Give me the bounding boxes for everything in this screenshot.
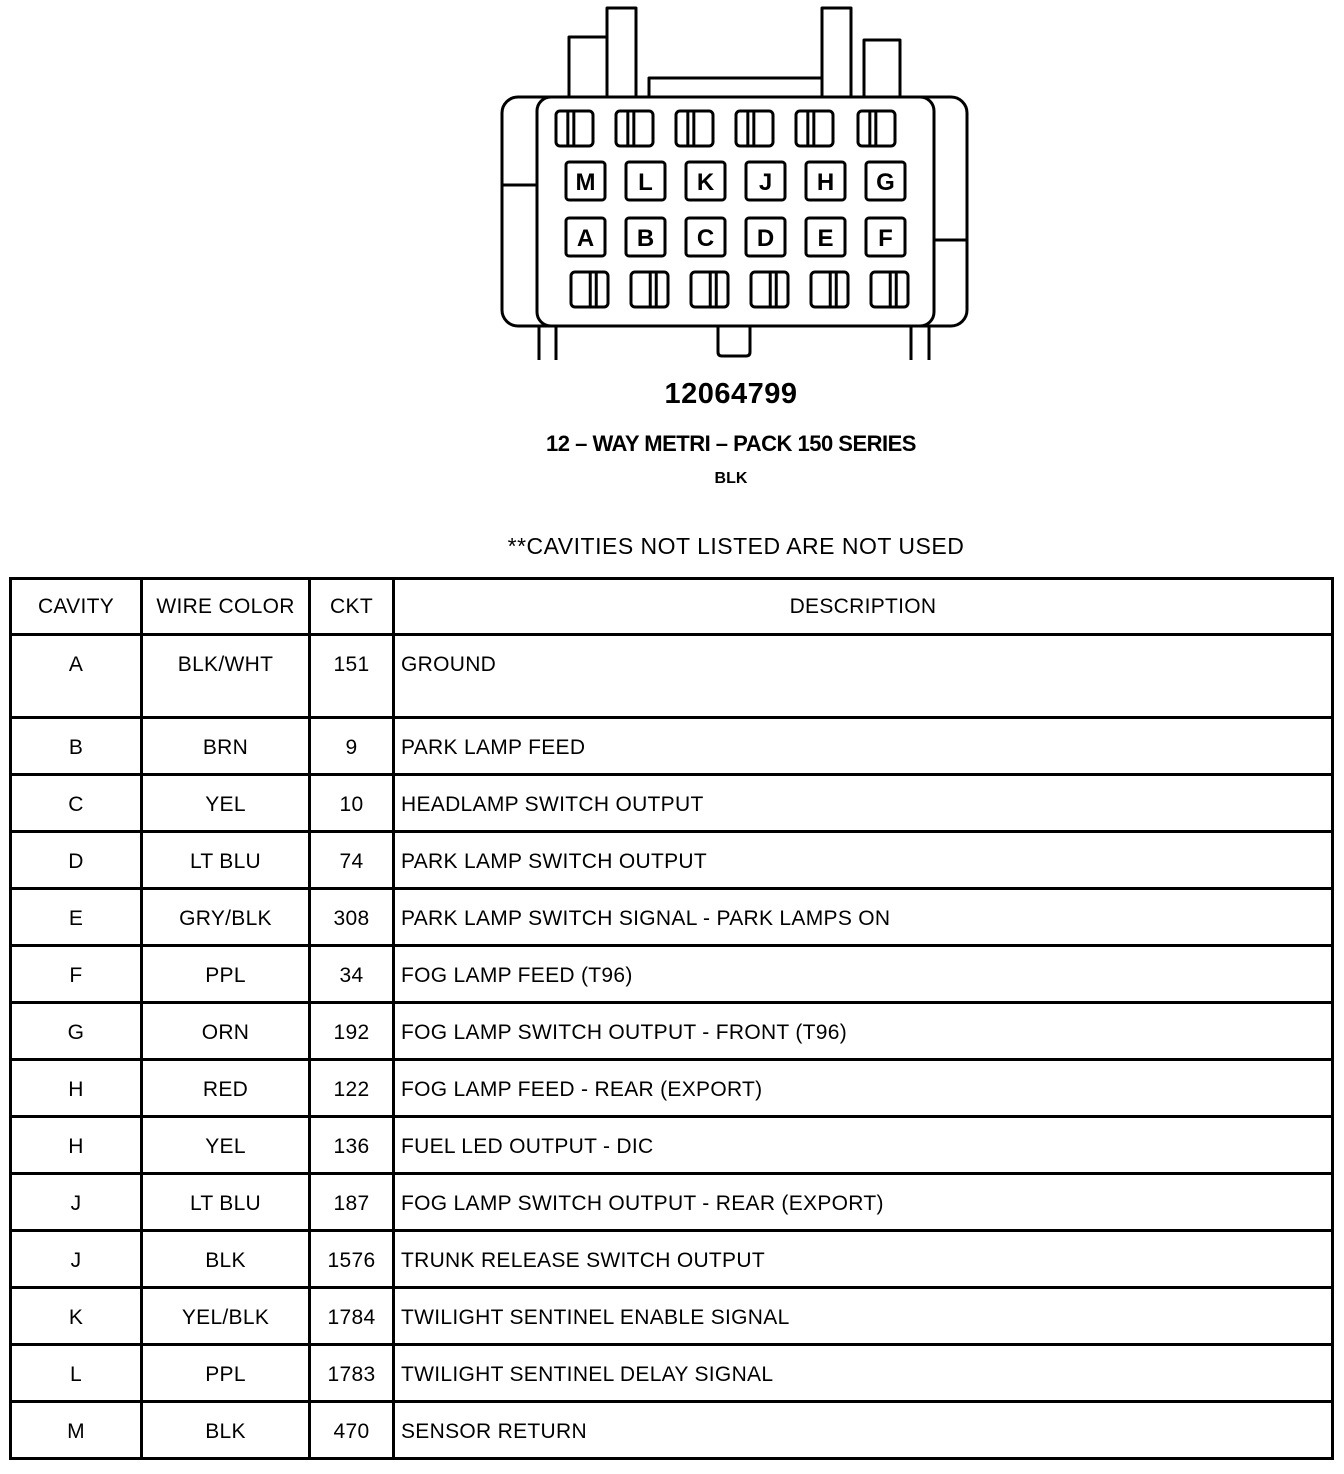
cell-description: FOG LAMP FEED - REAR (EXPORT) xyxy=(394,1060,1333,1117)
header-ckt: CKT xyxy=(310,579,394,635)
cavity-label: J xyxy=(758,169,773,196)
cell-description: SENSOR RETURN xyxy=(394,1402,1333,1459)
table-row xyxy=(11,1345,1333,1402)
cell-wire-color: BLK xyxy=(142,1231,310,1288)
cavity-K xyxy=(686,162,725,200)
cell-description: TRUNK RELEASE SWITCH OUTPUT xyxy=(394,1231,1333,1288)
terminal-slot xyxy=(751,272,788,307)
header-description: DESCRIPTION xyxy=(394,579,1333,635)
part-number: 12064799 xyxy=(664,378,798,410)
cell-cavity: L xyxy=(11,1345,142,1402)
cell-cavity: D xyxy=(11,832,142,889)
cell-wire-color: PPL xyxy=(142,946,310,1003)
cavity-H xyxy=(806,162,845,200)
pinout-table xyxy=(9,577,1334,1460)
cell-description: FUEL LED OUTPUT - DIC xyxy=(394,1117,1333,1174)
terminal-slot xyxy=(676,111,713,146)
cavity-A xyxy=(566,218,605,256)
connector-color: BLK xyxy=(714,470,748,487)
cavity-F xyxy=(866,218,905,256)
connector-series: 12 – WAY METRI – PACK 150 SERIES xyxy=(546,431,916,456)
cavity-M xyxy=(566,162,605,200)
cell-wire-color: BLK/WHT xyxy=(142,635,310,718)
pinout-table-body xyxy=(11,635,1333,1459)
cell-cavity: J xyxy=(11,1174,142,1231)
table-header-row xyxy=(11,579,1333,635)
header-cavity: CAVITY xyxy=(11,579,142,635)
cell-wire-color: LT BLU xyxy=(142,1174,310,1231)
cavity-J xyxy=(746,162,785,200)
cell-wire-color: PPL xyxy=(142,1345,310,1402)
cell-ckt: 74 xyxy=(310,832,394,889)
cavity-label: C xyxy=(696,225,715,252)
cell-description: FOG LAMP FEED (T96) xyxy=(394,946,1333,1003)
cell-ckt: 1576 xyxy=(310,1231,394,1288)
table-row xyxy=(11,718,1333,775)
table-row xyxy=(11,1231,1333,1288)
cell-wire-color: BRN xyxy=(142,718,310,775)
cell-cavity: A xyxy=(11,635,142,718)
table-row xyxy=(11,1288,1333,1345)
cavity-C xyxy=(686,218,725,256)
cell-ckt: 34 xyxy=(310,946,394,1003)
cell-wire-color: GRY/BLK xyxy=(142,889,310,946)
cavity-label: F xyxy=(878,225,893,252)
cell-ckt: 1784 xyxy=(310,1288,394,1345)
cavity-grid xyxy=(566,162,905,256)
cell-description: PARK LAMP SWITCH SIGNAL - PARK LAMPS ON xyxy=(394,889,1333,946)
terminal-slot xyxy=(571,272,608,307)
cell-wire-color: BLK xyxy=(142,1402,310,1459)
cell-cavity: H xyxy=(11,1060,142,1117)
cavity-label: H xyxy=(816,169,835,196)
cavity-label: D xyxy=(756,225,775,252)
cell-ckt: 192 xyxy=(310,1003,394,1060)
table-row xyxy=(11,1117,1333,1174)
table-row xyxy=(11,946,1333,1003)
cell-cavity: F xyxy=(11,946,142,1003)
table-row xyxy=(11,775,1333,832)
table-row xyxy=(11,1003,1333,1060)
cell-description: GROUND xyxy=(394,635,1333,718)
cell-description: TWILIGHT SENTINEL DELAY SIGNAL xyxy=(394,1345,1333,1402)
terminal-slot xyxy=(811,272,848,307)
table-row xyxy=(11,1402,1333,1459)
connector-latches xyxy=(569,8,900,97)
cell-description: TWILIGHT SENTINEL ENABLE SIGNAL xyxy=(394,1288,1333,1345)
table-row xyxy=(11,1060,1333,1117)
cavity-label: A xyxy=(576,225,595,252)
cavity-B xyxy=(626,218,665,256)
cavity-label: L xyxy=(638,169,653,196)
cavity-L xyxy=(626,162,665,200)
cell-wire-color: LT BLU xyxy=(142,832,310,889)
table-row xyxy=(11,635,1333,718)
table-row xyxy=(11,1174,1333,1231)
cell-ckt: 136 xyxy=(310,1117,394,1174)
cell-ckt: 122 xyxy=(310,1060,394,1117)
unused-cavities-note: **CAVITIES NOT LISTED ARE NOT USED xyxy=(507,533,965,559)
cell-description: HEADLAMP SWITCH OUTPUT xyxy=(394,775,1333,832)
cell-cavity: M xyxy=(11,1402,142,1459)
cell-cavity: E xyxy=(11,889,142,946)
cell-description: FOG LAMP SWITCH OUTPUT - FRONT (T96) xyxy=(394,1003,1333,1060)
cell-cavity: J xyxy=(11,1231,142,1288)
cavity-label: G xyxy=(876,169,895,196)
cavity-D xyxy=(746,218,785,256)
table-row xyxy=(11,832,1333,889)
terminal-slot xyxy=(616,111,653,146)
cell-ckt: 187 xyxy=(310,1174,394,1231)
terminal-slot xyxy=(858,111,895,146)
cell-ckt: 151 xyxy=(310,635,394,718)
terminal-slot xyxy=(796,111,833,146)
terminal-slot xyxy=(871,272,908,307)
cell-wire-color: RED xyxy=(142,1060,310,1117)
cell-cavity: K xyxy=(11,1288,142,1345)
cell-description: PARK LAMP FEED xyxy=(394,718,1333,775)
cell-wire-color: YEL xyxy=(142,1117,310,1174)
terminal-slots-bottom xyxy=(571,272,908,307)
cell-ckt: 1783 xyxy=(310,1345,394,1402)
cell-cavity: C xyxy=(11,775,142,832)
cell-description: PARK LAMP SWITCH OUTPUT xyxy=(394,832,1333,889)
cavity-label: B xyxy=(636,225,655,252)
cavity-E xyxy=(806,218,845,256)
cell-wire-color: ORN xyxy=(142,1003,310,1060)
terminal-slot xyxy=(736,111,773,146)
cell-cavity: B xyxy=(11,718,142,775)
table-row xyxy=(11,889,1333,946)
header-wire-color: WIRE COLOR xyxy=(142,579,310,635)
connector-diagram xyxy=(0,0,1344,370)
cavity-label: M xyxy=(575,169,596,196)
cell-wire-color: YEL/BLK xyxy=(142,1288,310,1345)
cell-ckt: 9 xyxy=(310,718,394,775)
cell-description: FOG LAMP SWITCH OUTPUT - REAR (EXPORT) xyxy=(394,1174,1333,1231)
cell-cavity: H xyxy=(11,1117,142,1174)
terminal-slots-top xyxy=(556,111,895,146)
cell-cavity: G xyxy=(11,1003,142,1060)
cell-ckt: 470 xyxy=(310,1402,394,1459)
cavity-label: E xyxy=(817,225,834,252)
cell-ckt: 308 xyxy=(310,889,394,946)
cell-ckt: 10 xyxy=(310,775,394,832)
cell-wire-color: YEL xyxy=(142,775,310,832)
terminal-slot xyxy=(631,272,668,307)
terminal-slot xyxy=(556,111,593,146)
cavity-label: K xyxy=(696,169,715,196)
connector-key xyxy=(718,326,750,356)
terminal-slot xyxy=(691,272,728,307)
cavity-G xyxy=(866,162,905,200)
